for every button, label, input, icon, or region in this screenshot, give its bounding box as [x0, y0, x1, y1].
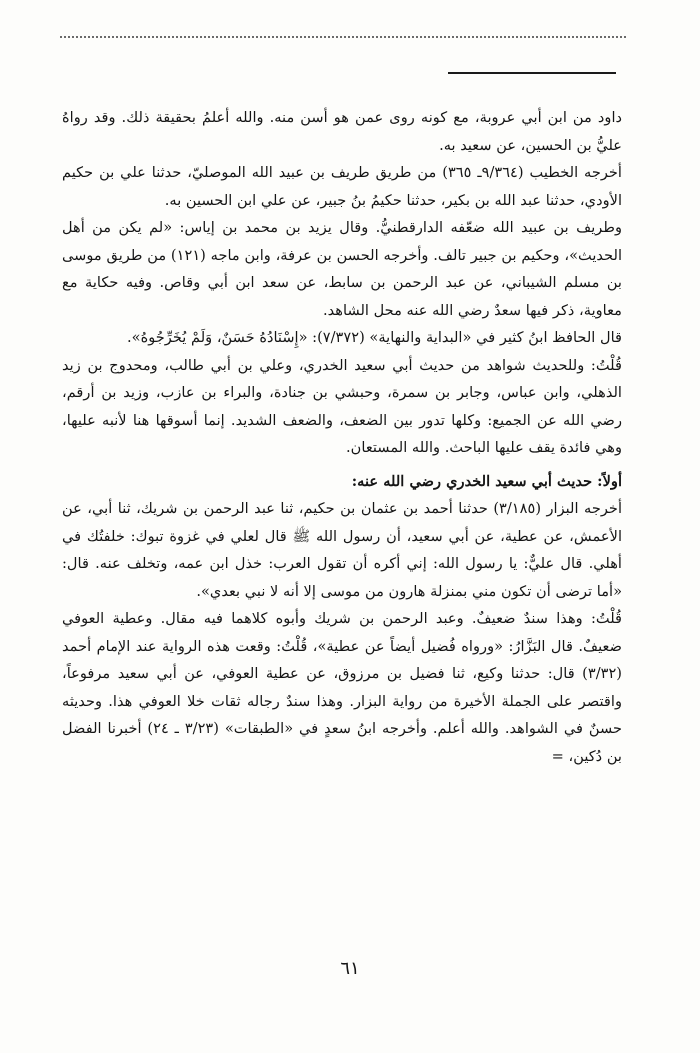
- page-number: ٦١: [340, 958, 360, 979]
- paragraph: أخرجه الخطيب (٩/٣٦٤ـ ٣٦٥) من طريق طريف بن عبيد الله الموصليّ، حدثنا علي بن حكيم الأودي، حدثنا عبد الله بن بكير، حدثنا حكيمُ بنُ جبير، عن علي ابن الحسين به.: [62, 164, 622, 209]
- header-dotted-line: [60, 36, 626, 38]
- page-body: [62, 104, 622, 770]
- paragraph: قُلْتُ: وهذا سندٌ ضعيفٌ. وعبد الرحمن بن شريك وأبوه كلاهما فيه مقال. وعطية العوفي ضعيفٌ. قال البَزَّارُ: «ورواه فُضيل أيضاً عن عطية»، قُلْتُ: وقعت هذه الرواية عند الإمام أحمد (٣/٣٢) قال: حدثنا وكيع، ثنا فضيل بن مرزوق، عن عطية العوفي، عن أبي سعيد مرفوعاً، واقتصر على الجملة الأخيرة من رواية البزار. وهذا سندٌ رجاله ثقات خلا العوفي هذا. وحديثه حسنٌ في الشواهد. والله أعلم. وأخرجه ابنُ سعدٍ في «الطبقات» (٣/٢٣ ـ ٢٤) أخبرنا الفضل بن دُكين، =: [62, 610, 622, 765]
- paragraph: قال الحافظ ابنُ كثير في «البداية والنهاية» (٧/٣٧٢): «إِسْنَادُهُ حَسَنٌ، وَلَمْ يُخَرِّجُوهُ».: [127, 329, 622, 346]
- section-heading: أولاً: حديث أبي سعيد الخدري رضي الله عنه:: [351, 472, 622, 490]
- paragraph: قُلْتُ: وللحديث شواهد من حديث أبي سعيد الخدري، وعلي بن أبي طالب، ومحدوج بن زيد الذهلي، وابن عباس، وجابر بن سمرة، وحبشي بن جنادة، والبراء بن عازب، وزيد بن أرقم، رضي الله عن الجميع: وكلها تدور بين الضعف، والضعف الشديد. إنما أسوقها هنا لأنبه عليها، وهي فائدة يقف عليها الباحث. والله المستعان.: [62, 356, 622, 456]
- paragraph: وطريف بن عبيد الله ضعّفه الدارقطنيُّ. وقال يزيد بن محمد بن إياس: «لم يكن من أهل الحديث»، وحكيم بن جبير تالف. وأخرجه الحسن بن عرفة، وابن ماجه (١٢١) من طريق موسى بن مسلم الشيباني، عن عبد الرحمن بن سابط، عن سعد ابن أبي وقاص. وفيه حكاية مع معاوية، ذكر فيها سعدٌ رضي الله عنه محل الشاهد.: [62, 219, 623, 319]
- paragraph: داود من ابن أبي عروبة، مع كونه روى عمن هو أسن منه. والله أعلمُ بحقيقة ذلك. وقد رواهُ عليُّ بن الحسين، عن سعيد به.: [62, 109, 622, 154]
- paragraph: أخرجه البزار (٣/١٨٥) حدثنا أحمد بن عثمان بن حكيم، ثنا عبد الرحمن بن شريك، ثنا أبي، عن الأعمش، عن عطية، عن أبي سعيد، أن رسول الله ﷺ قال لعلي في غزوة تبوك: خلفتُك في أهلي. قال عليٌّ: يا رسول الله: إني أكره أن تقول العرب: خذل ابن عمه، وتخلف عنه. قال: «أما ترضى أن تكون مني بمنزلة هارون من موسى إلا أنه لا نبي بعدي».: [62, 500, 622, 600]
- header-rule: [448, 72, 616, 74]
